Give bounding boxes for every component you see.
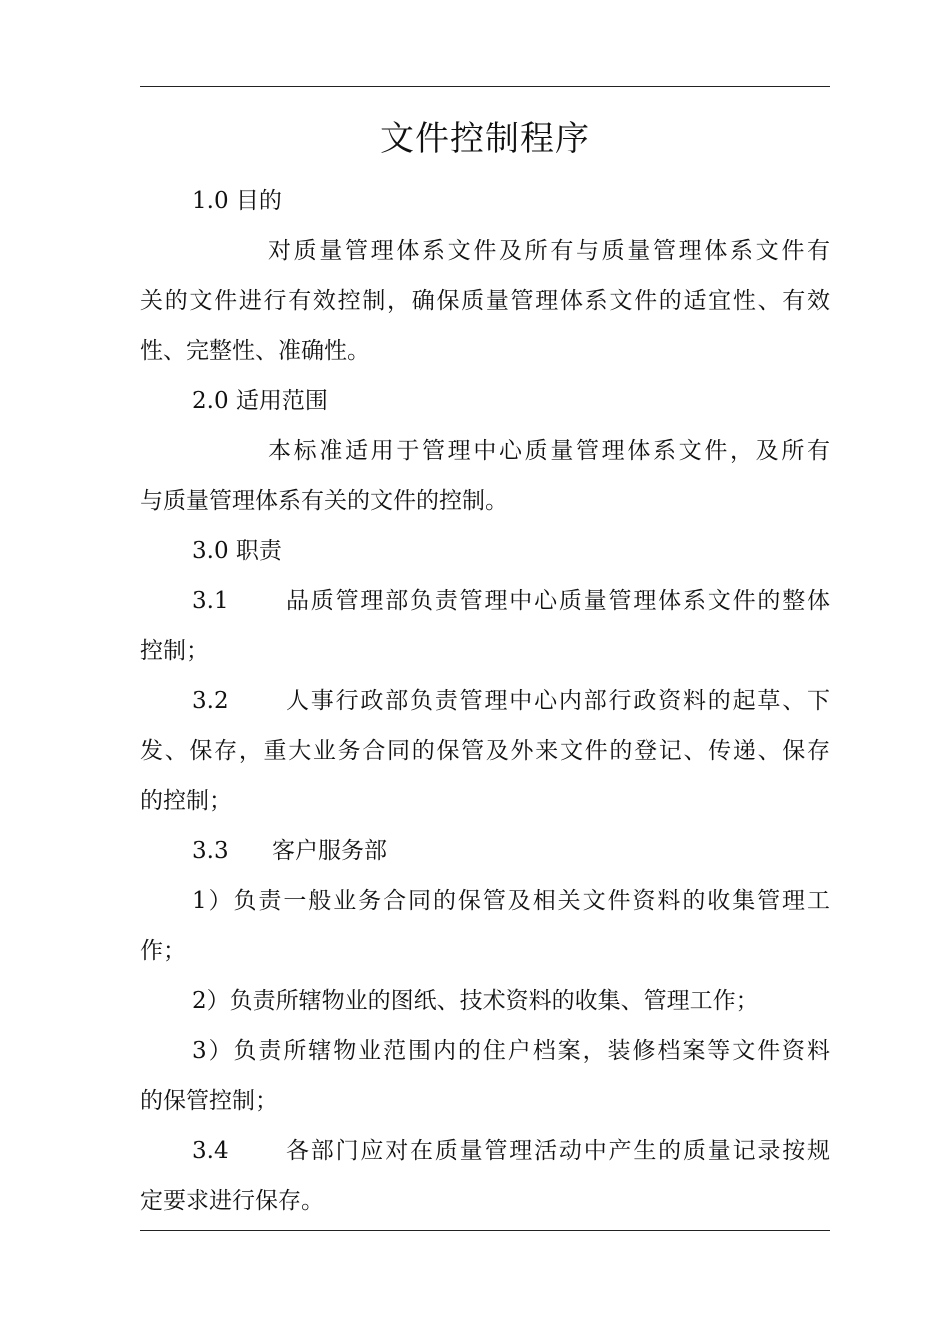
item-3-3 [140,826,830,876]
section-heading-scope: 2.0 适用范围 [192,388,328,414]
item-heading: 客户服务部 [272,838,387,864]
paragraph-line: 发、保存，重大业务合同的保管及外来文件的登记、传递、保存 [140,738,830,764]
item-number: 3.1 [192,588,229,614]
item-3-4 [140,1126,830,1176]
paragraph-line: 控制； [140,638,209,664]
paragraph-line: 关的文件进行有效控制，确保质量管理体系文件的适宜性、有效 [140,288,830,314]
document-body [140,176,830,1226]
sub-item-line: 2）负责所辖物业的图纸、技术资料的收集、管理工作； [192,988,759,1014]
paragraph-line: 对质量管理体系文件及所有与质量管理体系文件有 [268,238,830,264]
item-number: 3.4 [192,1138,229,1164]
paragraph-line: 各部门应对在质量管理活动中产生的质量记录按规 [286,1138,830,1164]
paragraph-line: 本标准适用于管理中心质量管理体系文件，及所有 [268,438,830,464]
item-number: 3.2 [192,688,229,714]
footer-rule [140,1230,830,1231]
paragraph-line: 定要求进行保存。 [140,1188,324,1214]
document-title: 文件控制程序 [380,119,590,159]
paragraph-line: 的控制； [140,788,232,814]
sub-item-line: 作； [140,938,186,964]
paragraph-line: 与质量管理体系有关的文件的控制。 [140,488,508,514]
item-3-1 [140,576,830,626]
sub-item-line: 1）负责一般业务合同的保管及相关文件资料的收集管理工 [192,888,830,914]
paragraph-line: 人事行政部负责管理中心内部行政资料的起草、下 [286,688,830,714]
section-heading-purpose: 1.0 目的 [192,188,282,214]
sub-item-line: 的保管控制； [140,1088,278,1114]
item-3-2 [140,676,830,726]
section-heading-responsibilities: 3.0 职责 [192,538,282,564]
sub-item-line: 3）负责所辖物业范围内的住户档案，装修档案等文件资料 [192,1038,830,1064]
paragraph-line: 性、完整性、准确性。 [140,338,370,364]
item-number: 3.3 [192,838,229,864]
paragraph-line: 品质管理部负责管理中心质量管理体系文件的整体 [286,588,830,614]
header-rule [140,86,830,87]
